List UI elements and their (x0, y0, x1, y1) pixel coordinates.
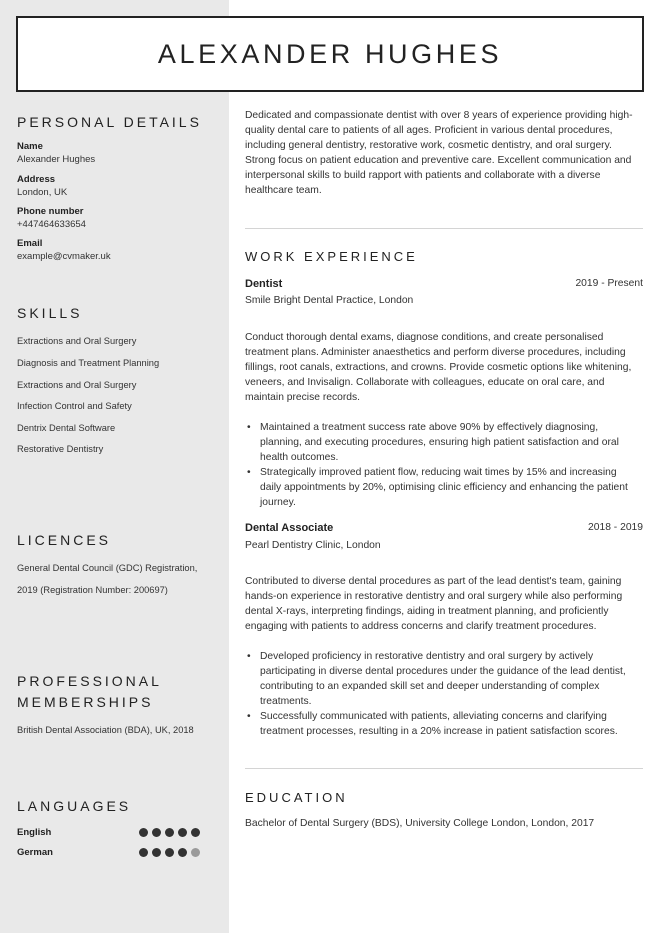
languages-heading: LANGUAGES (17, 798, 132, 814)
skill-item: Infection Control and Safety (17, 401, 132, 411)
job-employer: Smile Bright Dental Practice, London (245, 295, 414, 306)
skill-item: Dentrix Dental Software (17, 423, 116, 433)
level-dot-filled (178, 828, 187, 837)
skill-item: Restorative Dentistry (17, 444, 104, 454)
job-achievements (245, 420, 640, 510)
achievement-item: • Maintained a treatment success rate above 90% by effectively diagnosing, planning, and executing procedures, ensuring high patient satisfaction and oral health outcomes. (245, 420, 640, 465)
job-description: Contributed to diverse dental procedures as part of the lead dentist's team, gaining hands-on experience in restorative dentistry and oral surgery while also performing dental X-rays, interpreting findings, aiding in treatment planning, and proficiently engaging with patients to address concerns and clarify treatment procedures. (245, 576, 623, 632)
job-description: Conduct thorough dental exams, diagnose conditions, and create personalised treatment plans. Administer anaesthetics and perform diverse procedures, including fillings, root canals, extractions, and crowns. Provide cosmetic options like whitening, veneers, and Invisalign. Collaborate with colleagues, educate on oral care, and maintain precise records. (245, 332, 632, 403)
job-title: Dental Associate (245, 522, 334, 534)
address-label: Address (17, 174, 56, 185)
job-date: 2019 - Present (575, 278, 643, 289)
skill-item: Extractions and Oral Surgery (17, 380, 137, 390)
level-dot-filled (178, 848, 187, 857)
language-name: English (17, 827, 52, 838)
achievement-item: • Successfully communicated with patients, alleviating concerns and clarifying treatment processes, resulting in a 20% increase in patient satisfaction scores. (245, 709, 640, 739)
achievement-item: • Developed proficiency in restorative dentistry and oral surgery by actively participating in diverse dental procedures under the guidance of the lead dentist, contributing to an expanded skill set and deeper understanding of complex treatments. (245, 649, 640, 709)
address-value: London, UK (17, 187, 68, 198)
job-title: Dentist (245, 278, 283, 290)
level-dot-filled (139, 828, 148, 837)
membership-item: British Dental Association (BDA), UK, 2018 (17, 725, 194, 735)
name-value: Alexander Hughes (17, 154, 96, 165)
licence-item-detail: 2019 (Registration Number: 200697) (17, 585, 168, 595)
divider (245, 228, 643, 229)
profile-summary: Dedicated and compassionate dentist with over 8 years of experience providing high-quality dental care to patients of all ages. Proficient in various dental procedures, including general dentistry, restorative work, cosmetic dentistry, and oral surgery. Strong focus on patient education and preventive care. Excellent communication and interpersonal skills to build rapport with patients and collaborate with a diverse healthcare team. (245, 110, 633, 196)
education-heading: EDUCATION (245, 790, 348, 805)
job-achievements (245, 649, 640, 739)
email-value: example@cvmaker.uk (17, 251, 111, 262)
phone-label: Phone number (17, 206, 84, 217)
level-dot-empty (191, 848, 200, 857)
skill-item: Extractions and Oral Surgery (17, 336, 137, 346)
job-date: 2018 - 2019 (588, 522, 643, 533)
memberships-heading-line2: MEMBERSHIPS (17, 694, 154, 710)
level-dot-filled (139, 848, 148, 857)
education-item: Bachelor of Dental Surgery (BDS), University College London, London, 2017 (245, 818, 595, 829)
memberships-heading: PROFESSIONAL (17, 673, 162, 689)
name-label: Name (17, 141, 43, 152)
job-employer: Pearl Dentistry Clinic, London (245, 540, 381, 551)
language-row (17, 847, 200, 859)
language-level-dots (139, 848, 200, 857)
licence-item: General Dental Council (GDC) Registration, (17, 563, 198, 573)
work-experience-heading: WORK EXPERIENCE (245, 249, 418, 264)
divider (245, 768, 643, 769)
language-level-dots (139, 828, 200, 837)
skill-item: Diagnosis and Treatment Planning (17, 358, 160, 368)
level-dot-filled (165, 848, 174, 857)
personal-details-heading: PERSONAL DETAILS (17, 114, 202, 130)
skills-heading: SKILLS (17, 305, 83, 321)
phone-value: +447464633654 (17, 219, 86, 230)
email-label: Email (17, 238, 43, 249)
name-header (16, 16, 644, 92)
candidate-name: ALEXANDER HUGHES (157, 38, 503, 69)
language-row (17, 827, 200, 839)
achievement-item: • Strategically improved patient flow, reducing wait times by 15% and increasing daily appointments by 20%, optimising clinic efficiency and enhancing the patient journey. (245, 465, 640, 510)
level-dot-filled (152, 828, 161, 837)
language-name: German (17, 847, 53, 858)
level-dot-filled (165, 828, 174, 837)
level-dot-filled (152, 848, 161, 857)
licences-heading: LICENCES (17, 532, 112, 548)
level-dot-filled (191, 828, 200, 837)
